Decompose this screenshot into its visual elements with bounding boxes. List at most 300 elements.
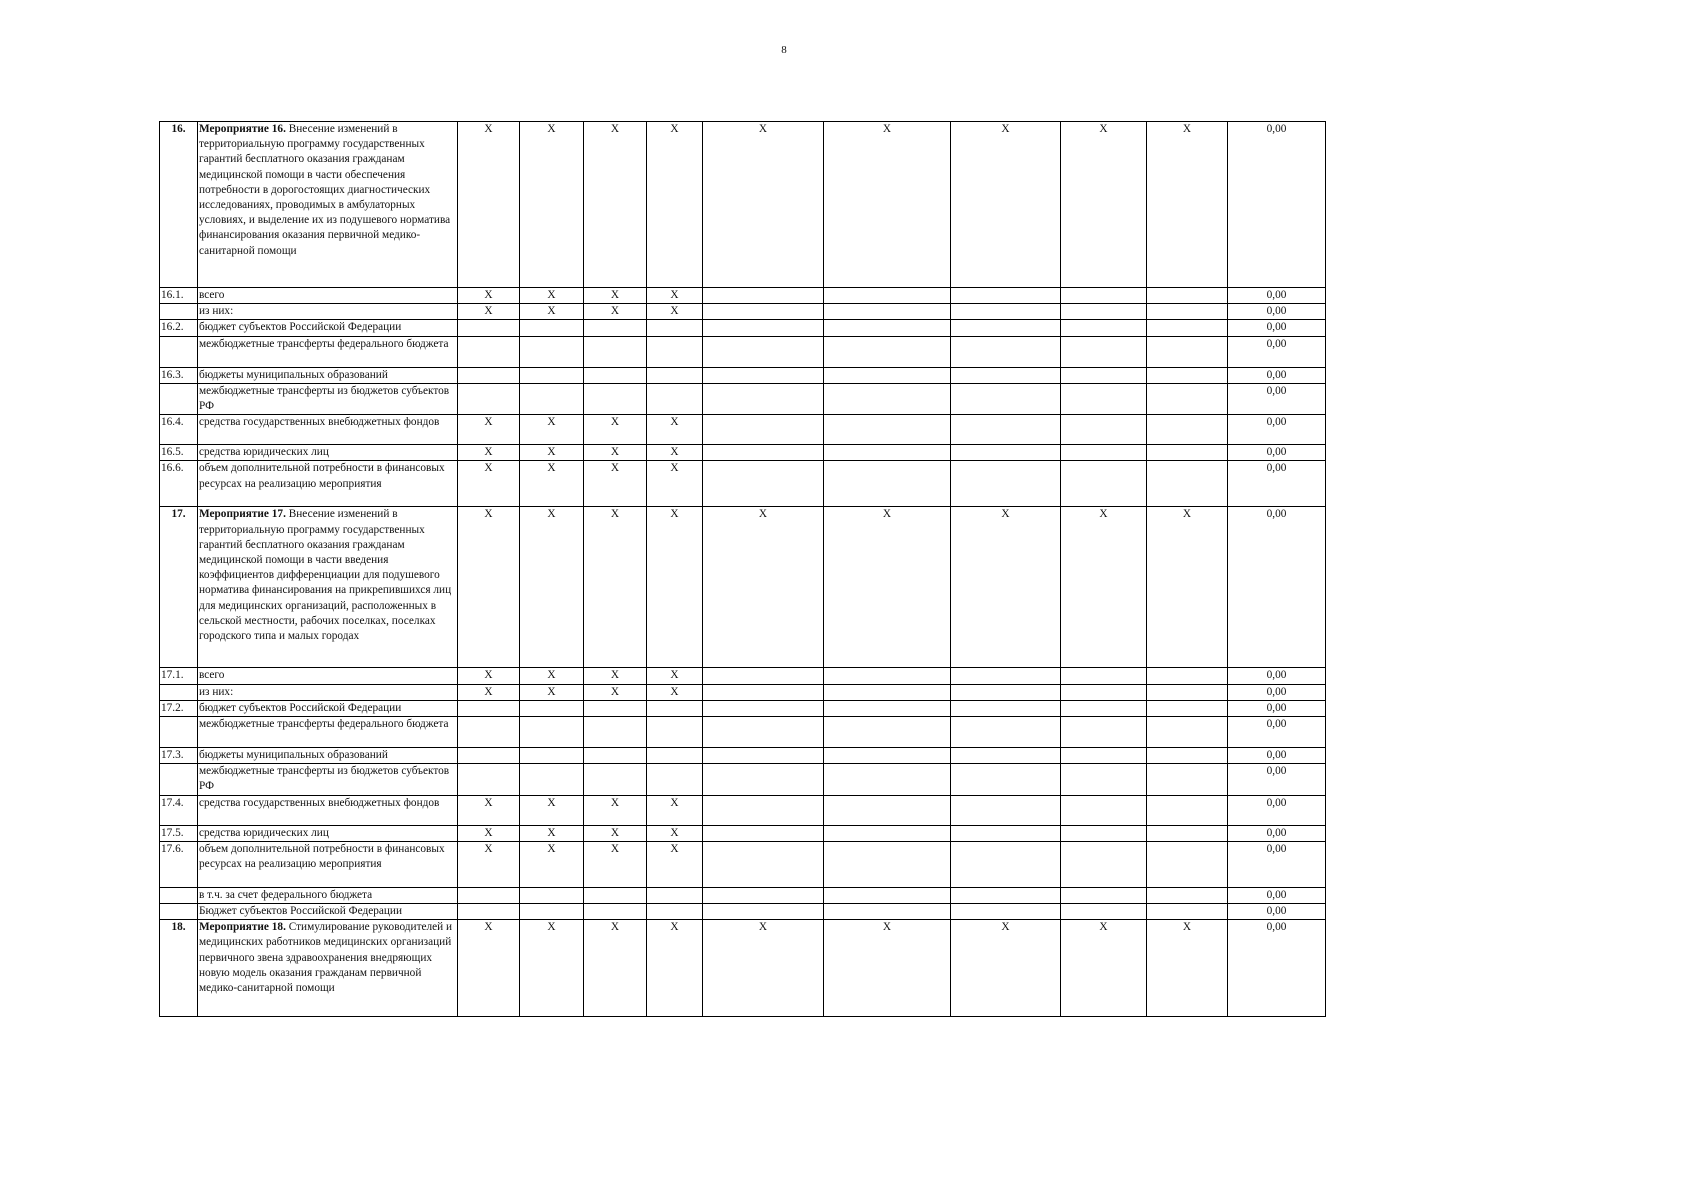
table-row [160,461,1326,507]
value-cell [584,320,647,336]
value-cell: X [951,920,1061,1017]
value-cell: X [458,795,520,825]
value-cell [703,445,824,461]
value-cell [647,748,703,764]
total-cell: 0,00 [1228,336,1326,367]
value-cell [458,904,520,920]
value-cell [1061,841,1147,887]
value-cell: X [703,920,824,1017]
value-cell [703,904,824,920]
value-cell: X [458,841,520,887]
total-cell: 0,00 [1228,367,1326,383]
value-cell: X [520,507,584,668]
value-cell [824,367,951,383]
row-description [198,841,458,887]
value-cell: X [520,415,584,445]
value-cell [703,415,824,445]
total-cell: 0,00 [1228,320,1326,336]
value-cell: X [647,445,703,461]
value-cell [584,904,647,920]
value-cell: X [584,684,647,700]
description-text: межбюджетные трансферты федерального бюджета [199,337,449,350]
value-cell [520,904,584,920]
row-number: 17.3. [160,748,198,764]
value-cell [458,383,520,414]
value-cell [824,825,951,841]
value-cell [1061,288,1147,304]
value-cell: X [584,668,647,684]
value-cell [703,795,824,825]
value-cell: X [520,684,584,700]
value-cell: X [824,122,951,288]
value-cell [1061,700,1147,716]
value-cell [1061,336,1147,367]
value-cell [824,717,951,748]
value-cell [951,320,1061,336]
row-description [198,320,458,336]
row-number [160,304,198,320]
value-cell [1147,304,1228,320]
value-cell [647,700,703,716]
total-cell: 0,00 [1228,764,1326,795]
total-cell: 0,00 [1228,700,1326,716]
value-cell [824,336,951,367]
value-cell [1147,288,1228,304]
value-cell [1061,764,1147,795]
row-number: 17.2. [160,700,198,716]
value-cell: X [951,122,1061,288]
description-text: бюджет субъектов Российской Федерации [199,701,402,714]
table-row [160,668,1326,684]
row-description [198,461,458,507]
value-cell [703,668,824,684]
value-cell [647,320,703,336]
description-text: из них: [199,685,234,698]
row-number [160,904,198,920]
total-cell: 0,00 [1228,415,1326,445]
value-cell [647,367,703,383]
value-cell [703,461,824,507]
value-cell: X [520,795,584,825]
row-description [198,445,458,461]
row-description [198,717,458,748]
value-cell [824,668,951,684]
value-cell [1147,668,1228,684]
value-cell [824,700,951,716]
row-description [198,795,458,825]
value-cell [1061,668,1147,684]
value-cell [1061,367,1147,383]
row-number: 16.6. [160,461,198,507]
row-number: 16.3. [160,367,198,383]
value-cell [703,320,824,336]
value-cell [824,764,951,795]
value-cell [824,461,951,507]
value-cell [1147,415,1228,445]
table-row [160,841,1326,887]
value-cell: X [584,288,647,304]
value-cell: X [647,668,703,684]
row-description [198,367,458,383]
total-cell: 0,00 [1228,684,1326,700]
value-cell [951,764,1061,795]
total-cell: 0,00 [1228,717,1326,748]
value-cell [703,336,824,367]
description-text: всего [199,289,225,301]
value-cell: X [703,507,824,668]
description-text: средства государственных внебюджетных фондов [199,416,440,429]
total-cell: 0,00 [1228,795,1326,825]
value-cell [703,825,824,841]
value-cell: X [1147,920,1228,1017]
row-description [198,383,458,414]
total-cell: 0,00 [1228,122,1326,288]
value-cell [824,841,951,887]
row-description [198,920,458,1017]
value-cell: X [584,445,647,461]
value-cell [584,336,647,367]
value-cell: X [458,304,520,320]
value-cell [824,415,951,445]
table-row [160,304,1326,320]
value-cell: X [520,841,584,887]
value-cell [824,304,951,320]
value-cell [1061,445,1147,461]
value-cell [951,748,1061,764]
total-cell: 0,00 [1228,841,1326,887]
value-cell [1147,684,1228,700]
value-cell [1147,320,1228,336]
value-cell [951,383,1061,414]
total-cell: 0,00 [1228,825,1326,841]
value-cell [951,461,1061,507]
value-cell: X [520,668,584,684]
description-text: Внесение изменений в территориальную программу государственных гарантий бесплатного оказания гражданам медицинской помощи в части введения коэффициентов дифференциации для подушевого норматива финансирования на прикрепившихся лиц для медицинских организаций, расположенных в сельской местности, рабочих поселках, поселках городского типа и малых городах [199,508,452,643]
value-cell [1061,304,1147,320]
value-cell [458,748,520,764]
value-cell [703,684,824,700]
value-cell: X [584,415,647,445]
row-description [198,700,458,716]
row-description [198,887,458,903]
value-cell: X [703,122,824,288]
value-cell [1061,415,1147,445]
value-cell [584,887,647,903]
value-cell: X [584,507,647,668]
value-cell [1061,887,1147,903]
value-cell [824,748,951,764]
description-text: Стимулирование руководителей и медицинских работников медицинских организаций первичного звена здравоохранения внедряющих новую модель оказания гражданам первичной медико-санитарной помощи [199,921,453,995]
value-cell: X [520,825,584,841]
row-number [160,383,198,414]
value-cell: X [584,841,647,887]
value-cell [1147,383,1228,414]
value-cell [1061,383,1147,414]
value-cell [458,367,520,383]
value-cell [951,336,1061,367]
value-cell: X [458,122,520,288]
row-description [198,764,458,795]
value-cell [520,748,584,764]
value-cell [520,383,584,414]
measure-title: Мероприятие 18. [199,921,286,934]
table-row [160,684,1326,700]
value-cell: X [824,920,951,1017]
total-cell: 0,00 [1228,445,1326,461]
table-row [160,507,1326,668]
value-cell [1147,445,1228,461]
table-row [160,795,1326,825]
description-text: межбюджетные трансферты из бюджетов субъектов РФ [199,765,450,793]
table-row [160,825,1326,841]
value-cell [1147,748,1228,764]
total-cell: 0,00 [1228,904,1326,920]
description-text: объем дополнительной потребности в финансовых ресурсах на реализацию мероприятия [199,842,445,871]
row-number: 17.6. [160,841,198,887]
row-description [198,415,458,445]
description-text: межбюджетные трансферты из бюджетов субъектов РФ [199,384,450,413]
value-cell [1147,825,1228,841]
table-row [160,367,1326,383]
value-cell: X [647,920,703,1017]
row-number [160,717,198,748]
row-description [198,507,458,668]
description-text: межбюджетные трансферты федерального бюджета [199,718,449,731]
value-cell: X [458,288,520,304]
value-cell: X [520,920,584,1017]
value-cell [458,336,520,367]
row-number: 18. [160,920,198,1017]
value-cell [1061,748,1147,764]
value-cell [458,764,520,795]
table-row [160,320,1326,336]
value-cell: X [1061,920,1147,1017]
value-cell [1147,717,1228,748]
value-cell: X [520,288,584,304]
value-cell [458,717,520,748]
value-cell: X [647,507,703,668]
value-cell: X [1147,507,1228,668]
value-cell [951,904,1061,920]
total-cell: 0,00 [1228,304,1326,320]
value-cell [951,825,1061,841]
value-cell: X [647,684,703,700]
value-cell: X [647,795,703,825]
value-cell: X [520,304,584,320]
value-cell: X [520,445,584,461]
value-cell [458,700,520,716]
value-cell [584,383,647,414]
table-row [160,383,1326,414]
value-cell [951,700,1061,716]
row-number: 16.2. [160,320,198,336]
row-number: 17.1. [160,668,198,684]
measure-title: Мероприятие 17. [199,508,286,521]
value-cell [824,320,951,336]
value-cell [520,700,584,716]
description-text: Внесение изменений в территориальную программу государственных гарантий бесплатного оказания гражданам медицинской помощи в части обеспечения потребности в дорогостоящих диагностических исследованиях, проводимых в амбулаторных условиях, и выделение их из подушевого норматива финансирования оказания первичной медико-санитарной помощи [199,123,451,257]
total-cell: 0,00 [1228,920,1326,1017]
value-cell [647,764,703,795]
row-number: 16.5. [160,445,198,461]
value-cell: X [647,288,703,304]
value-cell: X [647,415,703,445]
value-cell [824,684,951,700]
row-number [160,887,198,903]
row-description [198,668,458,684]
value-cell [703,887,824,903]
value-cell [703,700,824,716]
table-row [160,920,1326,1017]
value-cell [520,887,584,903]
total-cell: 0,00 [1228,507,1326,668]
value-cell: X [647,841,703,887]
row-description [198,336,458,367]
row-description [198,304,458,320]
value-cell: X [520,461,584,507]
value-cell [1061,320,1147,336]
description-text: бюджет субъектов Российской Федерации [199,321,402,334]
value-cell [520,764,584,795]
value-cell [824,904,951,920]
value-cell [1061,461,1147,507]
value-cell [1061,717,1147,748]
row-description [198,684,458,700]
row-description [198,748,458,764]
value-cell [824,795,951,825]
total-cell: 0,00 [1228,668,1326,684]
description-text: Бюджет субъектов Российской Федерации [199,905,403,918]
total-cell: 0,00 [1228,887,1326,903]
value-cell [951,288,1061,304]
value-cell: X [458,415,520,445]
value-cell [951,717,1061,748]
value-cell [647,887,703,903]
row-number: 17. [160,507,198,668]
value-cell [703,764,824,795]
value-cell [1061,825,1147,841]
row-description [198,904,458,920]
value-cell [520,367,584,383]
value-cell [703,717,824,748]
value-cell [951,887,1061,903]
value-cell [1147,367,1228,383]
description-text: средства государственных внебюджетных фондов [199,796,440,809]
value-cell [824,288,951,304]
value-cell [584,748,647,764]
value-cell [824,887,951,903]
value-cell: X [584,122,647,288]
value-cell [824,383,951,414]
row-description [198,122,458,288]
description-text: бюджеты муниципальных образований [199,749,388,762]
measure-title: Мероприятие 16. [199,123,286,135]
value-cell: X [458,684,520,700]
value-cell: X [458,825,520,841]
total-cell: 0,00 [1228,461,1326,507]
value-cell: X [584,920,647,1017]
table-row [160,887,1326,903]
value-cell [703,304,824,320]
value-cell [647,717,703,748]
value-cell [951,841,1061,887]
value-cell [703,383,824,414]
row-number: 17.4. [160,795,198,825]
value-cell [951,304,1061,320]
value-cell [824,445,951,461]
table-row [160,717,1326,748]
value-cell [458,887,520,903]
table-row [160,336,1326,367]
value-cell [951,445,1061,461]
value-cell [1061,795,1147,825]
description-text: средства юридических лиц [199,446,329,459]
value-cell [584,717,647,748]
value-cell [951,668,1061,684]
value-cell [1061,684,1147,700]
value-cell: X [647,461,703,507]
value-cell [951,367,1061,383]
page-number: 8 [781,44,787,56]
value-cell [647,383,703,414]
value-cell: X [458,461,520,507]
value-cell [1061,904,1147,920]
value-cell [520,336,584,367]
value-cell [1147,461,1228,507]
value-cell: X [1061,122,1147,288]
table-row [160,415,1326,445]
table-row [160,122,1326,288]
value-cell [458,320,520,336]
row-number: 17.5. [160,825,198,841]
value-cell [520,717,584,748]
value-cell: X [458,668,520,684]
value-cell: X [824,507,951,668]
row-description [198,288,458,304]
value-cell [520,320,584,336]
value-cell: X [1061,507,1147,668]
value-cell [951,684,1061,700]
row-number [160,684,198,700]
value-cell [1147,795,1228,825]
value-cell: X [647,825,703,841]
value-cell: X [584,304,647,320]
table-row [160,288,1326,304]
total-cell: 0,00 [1228,748,1326,764]
value-cell: X [647,122,703,288]
value-cell: X [584,795,647,825]
row-number: 16.4. [160,415,198,445]
value-cell: X [458,507,520,668]
value-cell [1147,887,1228,903]
row-number [160,764,198,795]
row-number: 16.1. [160,288,198,304]
row-number [160,336,198,367]
row-description [198,825,458,841]
table-row [160,764,1326,795]
row-number: 16. [160,122,198,288]
value-cell: X [584,825,647,841]
description-text: всего [199,669,225,682]
value-cell [584,367,647,383]
table-row [160,904,1326,920]
value-cell: X [458,445,520,461]
value-cell [703,748,824,764]
description-text: объем дополнительной потребности в финансовых ресурсах на реализацию мероприятия [199,462,445,490]
value-cell [951,795,1061,825]
value-cell: X [458,920,520,1017]
value-cell: X [584,461,647,507]
